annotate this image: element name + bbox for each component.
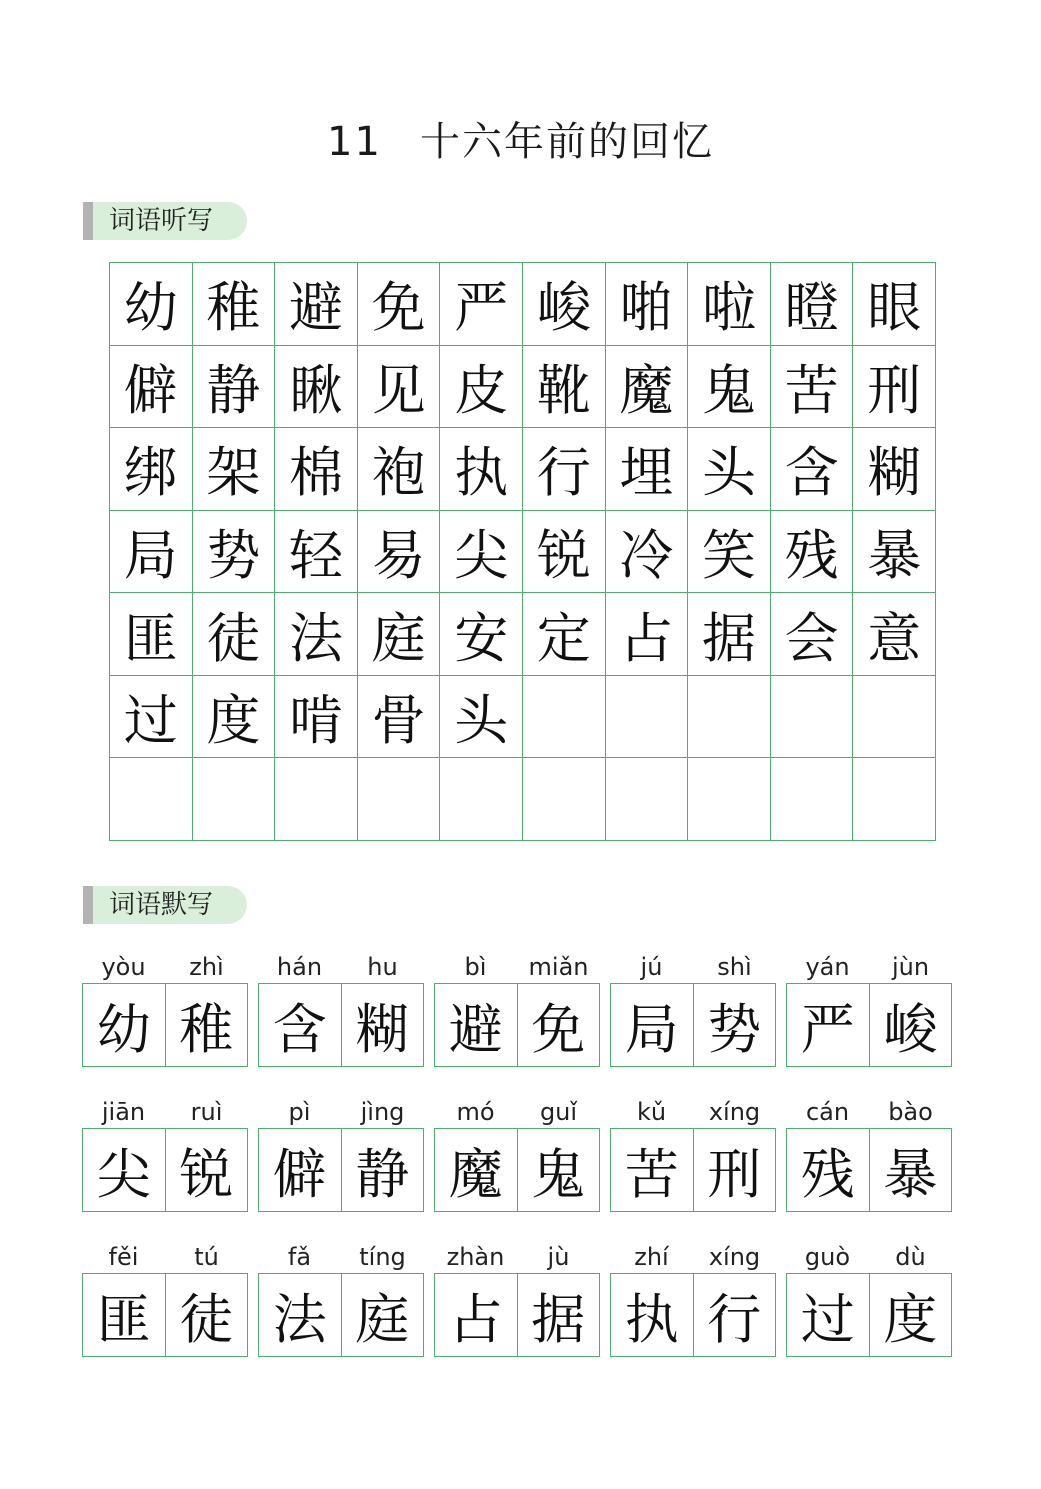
grid-cell [853,758,936,841]
pinyin-syllable: hu [367,953,398,981]
writing-box: 法 [272,1287,327,1351]
pinyin-row [786,1085,952,1126]
grid-cell: 见 [358,346,441,429]
writing-boxes [258,1128,424,1212]
grid-cell [358,758,441,841]
word-item [82,1085,248,1230]
grid-cell: 棉 [275,428,358,511]
grid-cell: 轻 [275,511,358,594]
pinyin-row [82,1230,248,1271]
writing-boxes [610,1128,776,1212]
word-item [258,1230,424,1375]
pinyin-row [610,940,776,981]
word-item [610,1230,776,1375]
grid-cell [688,676,771,759]
pinyin-row [434,1230,600,1271]
pinyin-row [258,1085,424,1126]
writing-boxes [610,1273,776,1357]
grid-cell [440,758,523,841]
grid-cell [193,758,276,841]
grid-cell [771,676,854,759]
word-item [258,940,424,1085]
writing-box: 静 [341,1129,424,1211]
pinyin-syllable: cán [805,1098,850,1126]
writing-box: 据 [517,1274,600,1356]
grid-cell: 稚 [193,263,276,346]
writing-box: 峻 [869,984,952,1066]
grid-cell: 安 [440,593,523,676]
grid-cell: 会 [771,593,854,676]
writing-box: 过 [800,1287,855,1351]
grid-cell: 魔 [606,346,689,429]
writing-box: 含 [272,997,327,1061]
pinyin-syllable: zhàn [446,1243,505,1271]
pinyin-row [786,940,952,981]
grid-cell: 僻 [110,346,193,429]
page-title [0,110,1041,167]
grid-cell: 糊 [853,428,936,511]
writing-boxes [434,1273,600,1357]
word-item [434,1230,600,1375]
pinyin-syllable: bì [464,953,487,981]
pinyin-syllable: bào [888,1098,933,1126]
writing-box: 占 [448,1287,503,1351]
writing-boxes [434,983,600,1067]
writing-box: 行 [693,1274,776,1356]
grid-cell: 匪 [110,593,193,676]
grid-cell: 定 [523,593,606,676]
pinyin-row [434,940,600,981]
grid-cell: 鬼 [688,346,771,429]
pinyin-syllable: dù [895,1243,926,1271]
grid-cell [606,676,689,759]
word-item [434,1085,600,1230]
writing-box: 苦 [624,1142,679,1206]
grid-cell: 峻 [523,263,606,346]
pinyin-syllable: guǐ [539,1098,578,1126]
word-item [786,940,952,1085]
pinyin-syllable: fǎ [287,1243,312,1271]
grid-cell [523,676,606,759]
grid-cell: 尖 [440,511,523,594]
section-label-writing: 词语默写 [83,886,247,924]
grid-cell: 法 [275,593,358,676]
grid-cell: 行 [523,428,606,511]
grid-cell: 埋 [606,428,689,511]
grid-cell: 度 [193,676,276,759]
writing-boxes [82,983,248,1067]
pinyin-syllable: jú [640,953,663,981]
grid-cell: 啪 [606,263,689,346]
grid-cell: 架 [193,428,276,511]
grid-cell [688,758,771,841]
pinyin-syllable: xíng [708,1098,761,1126]
grid-cell: 严 [440,263,523,346]
pinyin-row [258,1230,424,1271]
word-item [258,1085,424,1230]
grid-cell: 免 [358,263,441,346]
grid-cell: 头 [688,428,771,511]
writing-boxes [786,1128,952,1212]
writing-box: 残 [800,1142,855,1206]
pinyin-syllable: mó [456,1098,495,1126]
pinyin-syllable: fěi [108,1243,139,1271]
lesson-number: 11 [327,119,382,165]
grid-cell [110,758,193,841]
writing-box: 幼 [96,997,151,1061]
grid-cell: 过 [110,676,193,759]
grid-cell: 头 [440,676,523,759]
grid-cell: 势 [193,511,276,594]
dictation-grid [109,262,936,841]
grid-cell [771,758,854,841]
grid-cell [606,758,689,841]
writing-box: 严 [800,997,855,1061]
writing-box: 庭 [341,1274,424,1356]
pinyin-syllable: shì [717,953,752,981]
pinyin-syllable: jùn [891,953,930,981]
grid-cell: 笑 [688,511,771,594]
pinyin-row [610,1230,776,1271]
writing-box: 稚 [165,984,248,1066]
grid-cell: 袍 [358,428,441,511]
grid-cell: 骨 [358,676,441,759]
writing-box: 糊 [341,984,424,1066]
writing-box: 避 [448,997,503,1061]
grid-cell: 意 [853,593,936,676]
writing-boxes [434,1128,600,1212]
grid-cell: 局 [110,511,193,594]
word-item [82,940,248,1085]
pinyin-syllable: guò [804,1243,851,1271]
pinyin-row [82,1085,248,1126]
writing-box: 势 [693,984,776,1066]
grid-cell [275,758,358,841]
grid-cell: 冷 [606,511,689,594]
grid-cell: 绑 [110,428,193,511]
grid-cell: 瞪 [771,263,854,346]
pinyin-syllable: miǎn [528,953,589,981]
writing-boxes [786,1273,952,1357]
grid-cell: 据 [688,593,771,676]
grid-cell: 庭 [358,593,441,676]
word-writing-list [82,940,952,1375]
writing-box: 度 [869,1274,952,1356]
grid-cell: 靴 [523,346,606,429]
pinyin-syllable: tú [194,1243,219,1271]
grid-cell: 幼 [110,263,193,346]
pinyin-row [786,1230,952,1271]
writing-box: 锐 [165,1129,248,1211]
pinyin-row [258,940,424,981]
grid-cell: 锐 [523,511,606,594]
writing-boxes [610,983,776,1067]
pinyin-syllable: yòu [101,953,146,981]
pinyin-syllable: kǔ [636,1098,667,1126]
pinyin-syllable: yán [805,953,850,981]
writing-boxes [258,983,424,1067]
writing-box: 徒 [165,1274,248,1356]
grid-cell: 啦 [688,263,771,346]
pinyin-syllable: jù [547,1243,570,1271]
pinyin-syllable: pì [288,1098,311,1126]
grid-cell: 避 [275,263,358,346]
writing-box: 尖 [96,1142,151,1206]
grid-cell: 残 [771,511,854,594]
pinyin-syllable: jìng [360,1098,405,1126]
writing-boxes [258,1273,424,1357]
grid-cell [523,758,606,841]
grid-cell: 啃 [275,676,358,759]
writing-boxes [82,1273,248,1357]
writing-box: 执 [624,1287,679,1351]
word-item [786,1085,952,1230]
writing-boxes [82,1128,248,1212]
writing-box: 免 [517,984,600,1066]
grid-cell: 眼 [853,263,936,346]
grid-cell: 占 [606,593,689,676]
pinyin-syllable: zhì [189,953,224,981]
grid-cell: 执 [440,428,523,511]
word-item [786,1230,952,1375]
word-item [82,1230,248,1375]
writing-box: 僻 [272,1142,327,1206]
writing-box: 魔 [448,1142,503,1206]
writing-box: 刑 [693,1129,776,1211]
grid-cell: 苦 [771,346,854,429]
grid-cell: 徒 [193,593,276,676]
grid-cell: 静 [193,346,276,429]
pinyin-syllable: ruì [190,1098,223,1126]
grid-cell: 瞅 [275,346,358,429]
grid-cell: 暴 [853,511,936,594]
pinyin-syllable: jiān [101,1098,146,1126]
writing-box: 暴 [869,1129,952,1211]
pinyin-syllable: zhí [634,1243,669,1271]
writing-box: 局 [624,997,679,1061]
grid-cell: 皮 [440,346,523,429]
writing-box: 鬼 [517,1129,600,1211]
grid-cell [853,676,936,759]
grid-cell: 刑 [853,346,936,429]
pinyin-syllable: tíng [359,1243,406,1271]
grid-cell: 含 [771,428,854,511]
writing-box: 匪 [96,1287,151,1351]
pinyin-syllable: hán [276,953,323,981]
section-label-dictation: 词语听写 [83,202,247,240]
pinyin-row [434,1085,600,1126]
pinyin-row [82,940,248,981]
lesson-title: 十六年前的回忆 [419,119,714,165]
pinyin-syllable: xíng [708,1243,761,1271]
grid-cell: 易 [358,511,441,594]
word-item [434,940,600,1085]
word-item [610,940,776,1085]
word-item [610,1085,776,1230]
pinyin-row [610,1085,776,1126]
writing-boxes [786,983,952,1067]
